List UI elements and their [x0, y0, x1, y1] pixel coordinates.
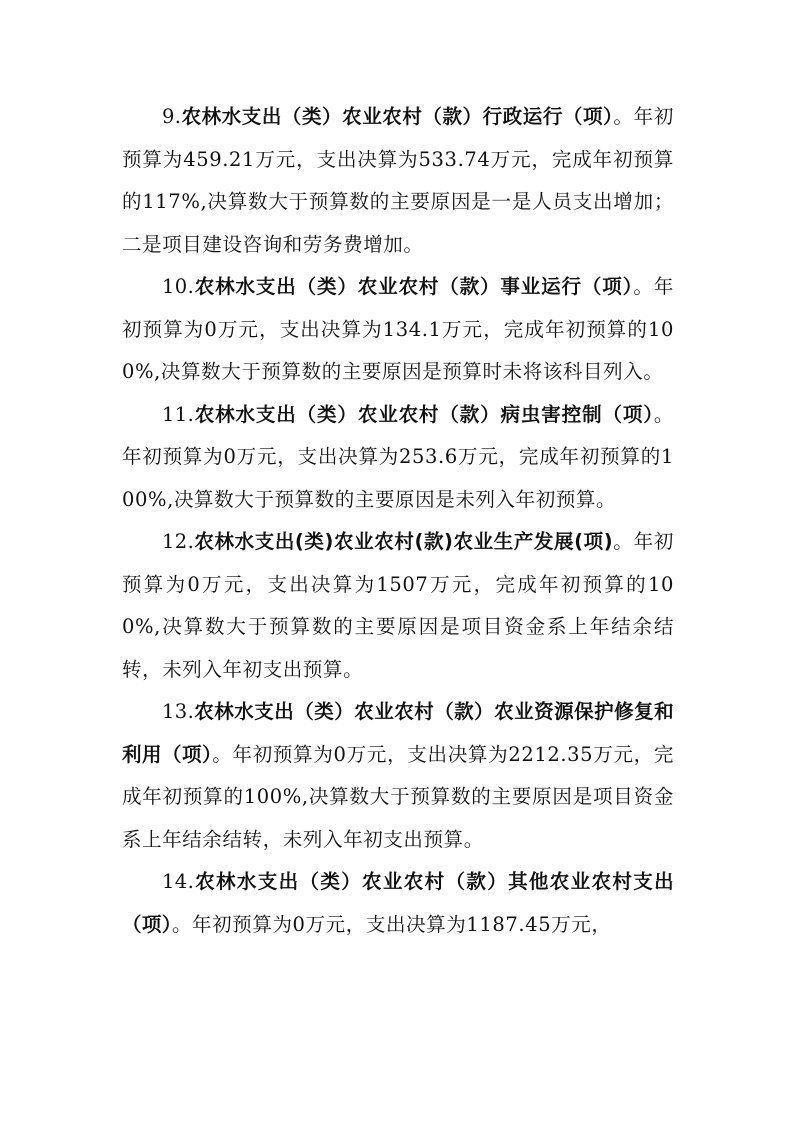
- paragraph-13: [122, 691, 674, 861]
- paragraph-heading: 农林水支出（类）农业农村（款）农业资源保护修复和利用（项）: [122, 700, 674, 766]
- paragraph-number: 10.: [162, 275, 195, 298]
- paragraph-12: [122, 521, 674, 691]
- paragraph-14: [122, 861, 674, 946]
- paragraph-number: 9.: [162, 105, 182, 128]
- paragraph-heading: 农林水支出（类）农业农村（款）行政运行（项）: [181, 105, 614, 128]
- paragraph-11: [122, 394, 674, 522]
- paragraph-number: 14.: [162, 870, 195, 893]
- paragraph-heading: 农林水支出（类）农业农村（款）病虫害控制（项）: [194, 402, 654, 426]
- paragraph-heading: 农林水支出（类）农业农村（款）其他农业农村支出（项）: [122, 870, 674, 936]
- paragraph-body: 。年初预算为459.21万元，支出决算为533.74万元，完成年初预算的117%,决算数大于预算数的主要原因是一是人员支出增加；二是项目建设咨询和劳务费增加。: [122, 105, 674, 256]
- paragraph-heading: 农林水支出（类）农业农村（款）事业运行（项）: [194, 275, 634, 298]
- paragraph-number: 11.: [162, 402, 195, 426]
- document-page: [122, 96, 674, 946]
- paragraph-number: 12.: [162, 530, 195, 553]
- paragraph-heading: 农林水支出(类)农业农村(款)农业生产发展(项): [194, 530, 614, 553]
- paragraph-body: 。年初预算为0万元，支出决算为1187.45万元，: [171, 912, 612, 936]
- paragraph-9: [122, 96, 674, 266]
- paragraph-body: 。年初预算为0万元，支出决算为2212.35万元，完成年初预算的100%,决算数大于预算数的主要原因是项目资金系上年结余结转，未列入年初支出预算。: [122, 742, 674, 851]
- paragraph-body: 。年初预算为0万元，支出决算为1507万元，完成年初预算的100%,决算数大于预算数的主要原因是项目资金系上年结余结转，未列入年初支出预算。: [122, 530, 674, 681]
- paragraph-10: [122, 266, 674, 394]
- paragraph-body: 。年初预算为0万元，支出决算为253.6万元，完成年初预算的100%,决算数大于预算数的主要原因是未列入年初预算。: [122, 402, 674, 511]
- paragraph-number: 13.: [162, 700, 195, 723]
- paragraph-body: 。年初预算为0万元，支出决算为134.1万元，完成年初预算的100%,决算数大于预算数的主要原因是预算时未将该科目列入。: [122, 275, 674, 383]
